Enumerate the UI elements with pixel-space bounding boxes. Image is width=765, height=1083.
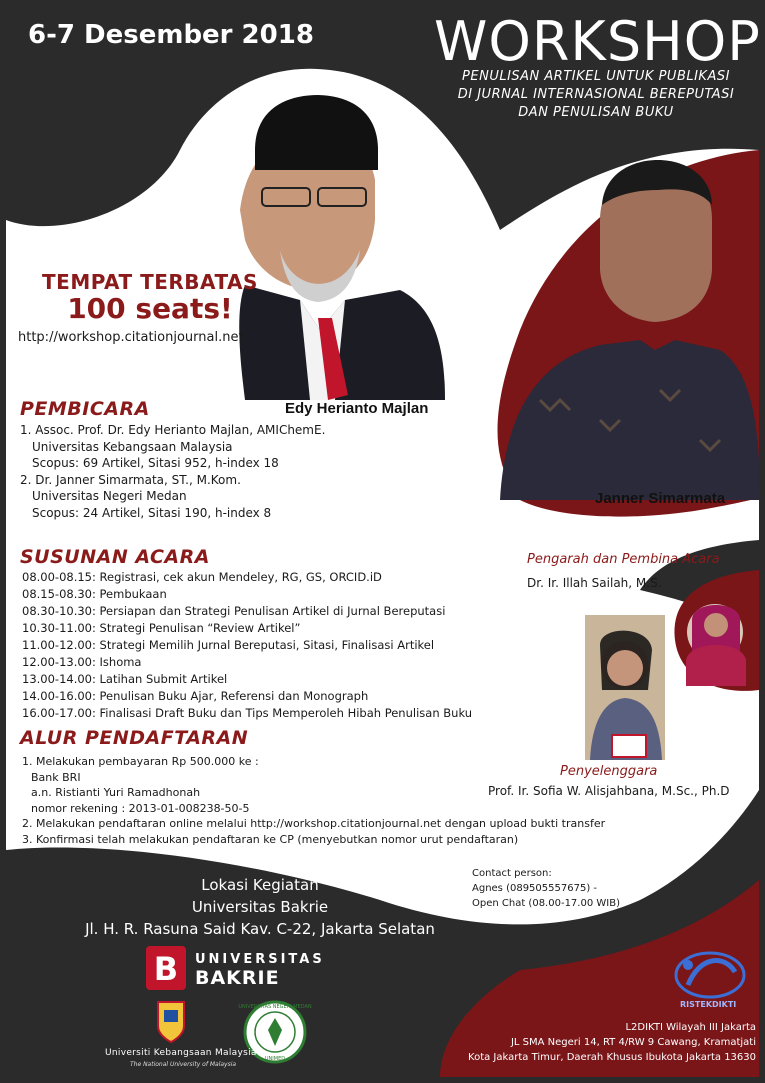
- workshop-subtitle: [436, 68, 756, 122]
- speaker2-caption: Janner Simarmata: [595, 490, 726, 507]
- universitas-bakrie-logo: [146, 946, 186, 990]
- susunan-acara-heading: SUSUNAN ACARA: [20, 546, 210, 568]
- registration-detail: Bank BRI: [31, 770, 81, 784]
- agenda-list: [22, 569, 542, 722]
- ub-logo-line2: BAKRIE: [195, 967, 280, 989]
- contact-person: [472, 866, 620, 911]
- pengarah-name: Dr. Ir. Illah Sailah, M.S.: [527, 576, 662, 590]
- ristekdikti-logo-text: RISTEKDIKTI: [680, 1000, 737, 1009]
- speaker-line: 1. Assoc. Prof. Dr. Edy Herianto Majlan, AMIChemE.: [20, 423, 326, 437]
- unimed-bottom-text: UNIMED: [264, 1056, 286, 1062]
- agenda-item: 08.30-10.30: Persiapan dan Strategi Penulisan Artikel di Jurnal Bereputasi: [22, 604, 446, 618]
- registration-step: 1. Melakukan pembayaran Rp 500.000 ke :: [22, 755, 259, 768]
- registration-step: 3. Konfirmasi telah melakukan pendaftaran ke CP (menyebutkan nomor urut pendaftaran): [22, 832, 519, 846]
- limited-seats-label: TEMPAT TERBATAS: [42, 270, 258, 294]
- workshop-subtitle-line: DAN PENULISAN BUKU: [518, 105, 674, 120]
- speaker-line: Scopus: 69 Artikel, Sitasi 952, h-index 18: [32, 456, 279, 470]
- pengarah-heading: Pengarah dan Pembina Acara: [527, 552, 720, 567]
- speaker-line: 2. Dr. Janner Simarmata, ST., M.Kom.: [20, 472, 241, 487]
- ukm-logo-text: Universiti Kebangsaan Malaysia: [105, 1048, 257, 1058]
- organizer-address: [440, 1020, 756, 1065]
- penyelenggara-photo: [585, 615, 665, 760]
- contact-line: Contact person:: [472, 868, 552, 879]
- agenda-item: 08.00-08.15: Registrasi, cek akun Mendeley, RG, GS, ORCID.iD: [22, 570, 382, 584]
- ukm-logo: [158, 1002, 184, 1042]
- registration-detail: nomor rekening : 2013-01-008238-50-5: [31, 801, 250, 815]
- agenda-item: 13.00-14.00: Latihan Submit Artikel: [22, 672, 228, 686]
- address-line: L2DIKTI Wilayah III Jakarta: [625, 1022, 756, 1033]
- location-line: Universitas Bakrie: [191, 898, 329, 916]
- location-line: Lokasi Kegiatan: [201, 876, 319, 894]
- website-link[interactable]: http://workshop.citationjournal.net: [18, 330, 244, 345]
- pembicara-heading: PEMBICARA: [20, 398, 150, 420]
- event-date: 6-7 Desember 2018: [28, 20, 314, 50]
- svg-text:B: B: [153, 950, 179, 988]
- agenda-item: 14.00-16.00: Penulisan Buku Ajar, Referensi dan Monograph: [22, 689, 369, 703]
- workshop-title: WORKSHOP: [434, 10, 761, 73]
- agenda-item: 10.30-11.00: Strategi Penulisan “Review Artikel”: [22, 621, 301, 635]
- contact-line: Open Chat (08.00-17.00 WIB): [472, 898, 620, 909]
- speaker-line: Scopus: 24 Artikel, Sitasi 190, h-index 8: [32, 505, 272, 520]
- speaker-list: [20, 422, 400, 521]
- ub-logo-line1: UNIVERSITAS: [195, 952, 325, 967]
- penyelenggara-name: Prof. Ir. Sofia W. Alisjahbana, M.Sc., Ph.D: [488, 784, 730, 798]
- registration-detail: a.n. Ristianti Yuri Ramadhonah: [31, 786, 201, 799]
- seat-count: 100 seats!: [67, 292, 233, 325]
- agenda-item: 11.00-12.00: Strategi Memilih Jurnal Bereputasi, Sitasi, Finalisasi Artikel: [22, 638, 435, 652]
- agenda-item: 08.15-08.30: Pembukaan: [22, 587, 167, 601]
- unimed-ring-text: UNIVERSITAS NEGERI MEDAN: [238, 1004, 312, 1010]
- speaker-line: Universitas Kebangsaan Malaysia: [32, 439, 233, 454]
- agenda-item: 16.00-17.00: Finalisasi Draft Buku dan Tips Memperoleh Hibah Penulisan Buku: [22, 706, 473, 720]
- workshop-subtitle-line: PENULISAN ARTIKEL UNTUK PUBLIKASI: [462, 69, 730, 84]
- pengarah-photo: [686, 604, 746, 686]
- speaker-line: Universitas Negeri Medan: [32, 489, 187, 503]
- alur-pendaftaran-heading: ALUR PENDAFTARAN: [20, 727, 249, 749]
- agenda-item: 12.00-13.00: Ishoma: [22, 655, 142, 669]
- speaker1-caption: Edy Herianto Majlan: [285, 400, 429, 417]
- event-location: [40, 874, 480, 940]
- address-line: JL SMA Negeri 14, RT 4/RW 9 Cawang, Kramatjati: [510, 1037, 756, 1048]
- registration-step: 2. Melakukan pendaftaran online melalui http://workshop.citationjournal.net dengan upload bukti transfer: [22, 817, 606, 830]
- ukm-logo-tagline: The National University of Malaysia: [130, 1061, 237, 1068]
- penyelenggara-heading: Penyelenggara: [560, 764, 658, 779]
- contact-line: Agnes (089505557675) -: [472, 883, 598, 894]
- location-line: Jl. H. R. Rasuna Said Kav. C-22, Jakarta Selatan: [85, 920, 435, 938]
- address-line: Kota Jakarta Timur, Daerah Khusus Ibukota Jakarta 13630: [468, 1052, 756, 1063]
- workshop-subtitle-line: DI JURNAL INTERNASIONAL BEREPUTASI: [457, 87, 735, 102]
